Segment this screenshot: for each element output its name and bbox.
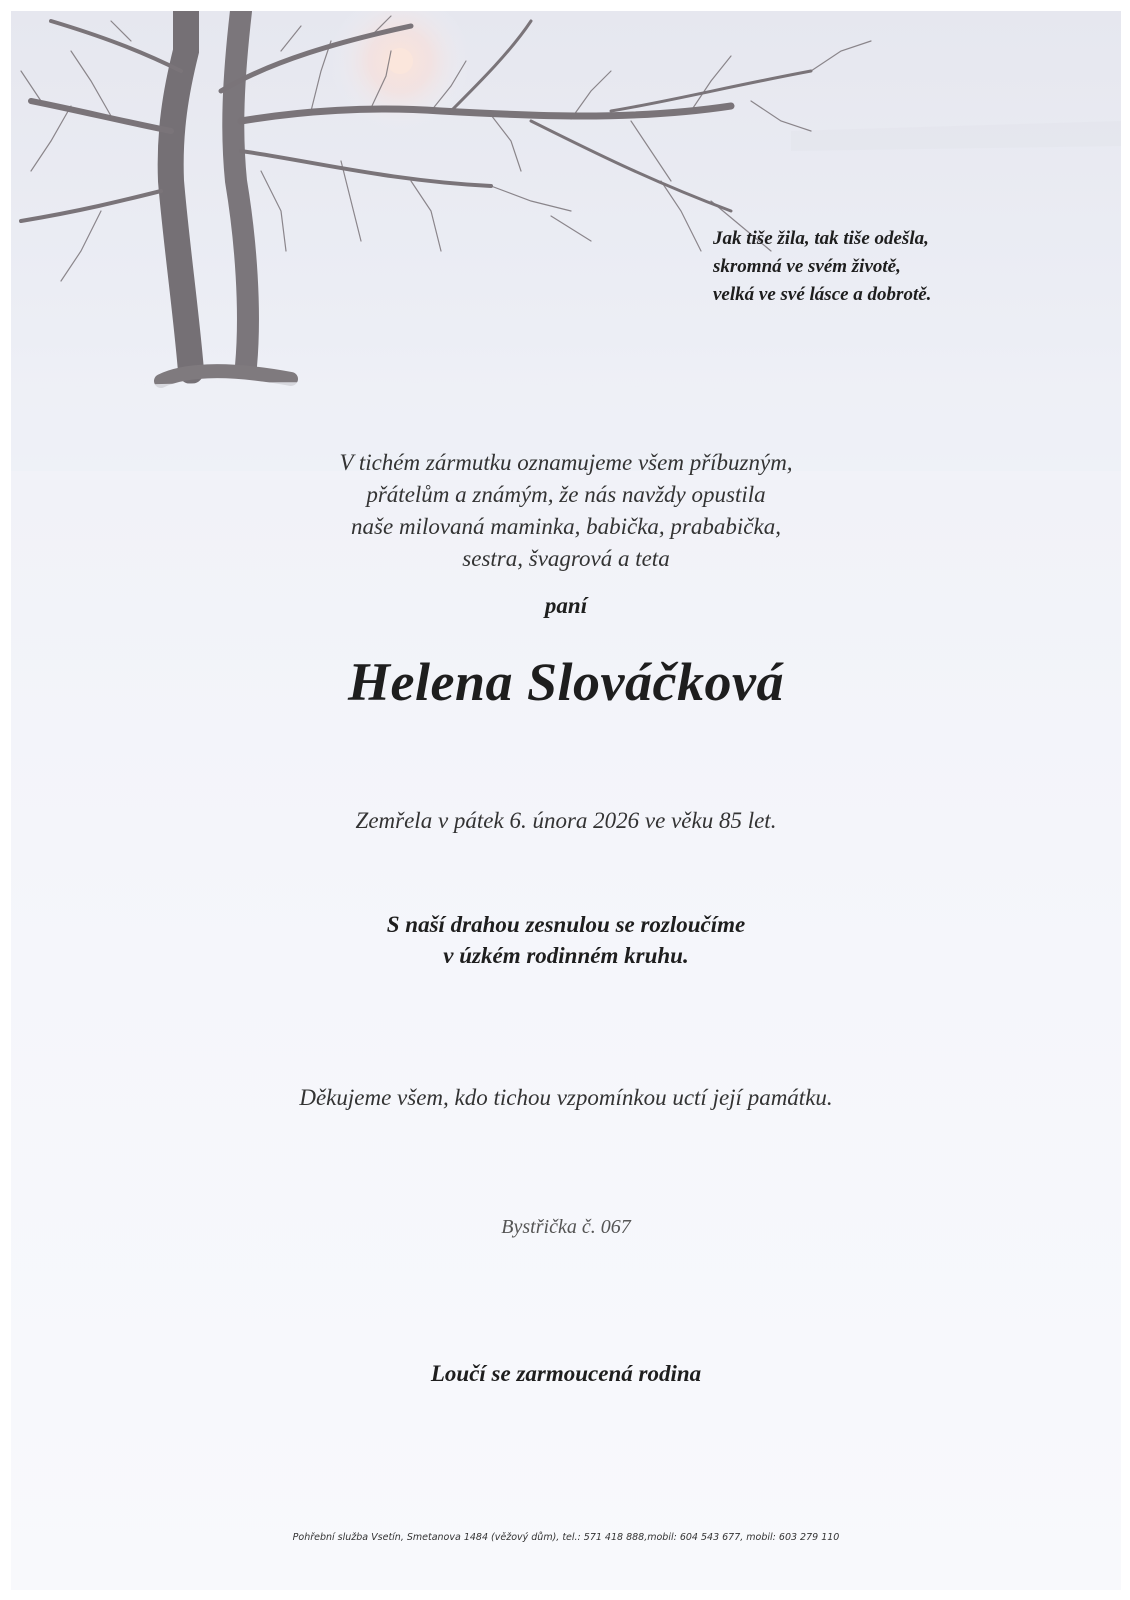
family-signature: Loučí se zarmoucená rodina	[430, 1361, 702, 1386]
verse-line: velká ve své lásce a dobrotě.	[713, 284, 932, 305]
thanks-line: Děkujeme všem, kdo tichou vzpomínkou uctí její památku.	[299, 1085, 833, 1110]
memorial-verse	[713, 225, 931, 309]
verse-line: Jak tiše žila, tak tiše odešla,	[713, 228, 929, 249]
farewell-line: v úzkém rodinném kruhu.	[443, 943, 689, 968]
announcement-line: naše milovaná maminka, babička, prababička,	[351, 514, 781, 539]
address: Bystřička č. 067	[501, 1216, 631, 1238]
funeral-service-footer: Pohřební služba Vsetín, Smetanova 1484 (věžový dům), tel.: 571 418 888,mobil: 604 543 677, mobil: 603 279 110	[292, 1532, 840, 1543]
announcement-line: přátelům a známým, že nás navždy opustila	[366, 482, 766, 507]
farewell-notice	[11, 909, 1121, 971]
verse-line: skromná ve svém životě,	[713, 256, 901, 277]
announcement-line: V tichém zármutku oznamujeme všem příbuzným,	[339, 450, 793, 475]
obituary-card	[11, 11, 1121, 1590]
deceased-name: Helena Slováčková	[348, 652, 784, 712]
announcement	[11, 447, 1121, 575]
death-line: Zemřela v pátek 6. února 2026 ve věku 85 let.	[355, 808, 777, 833]
winter-tree-photo	[11, 11, 1121, 471]
title-word: paní	[544, 593, 588, 618]
farewell-line: S naší drahou zesnulou se rozloučíme	[386, 912, 746, 937]
announcement-line: sestra, švagrová a teta	[462, 546, 670, 571]
